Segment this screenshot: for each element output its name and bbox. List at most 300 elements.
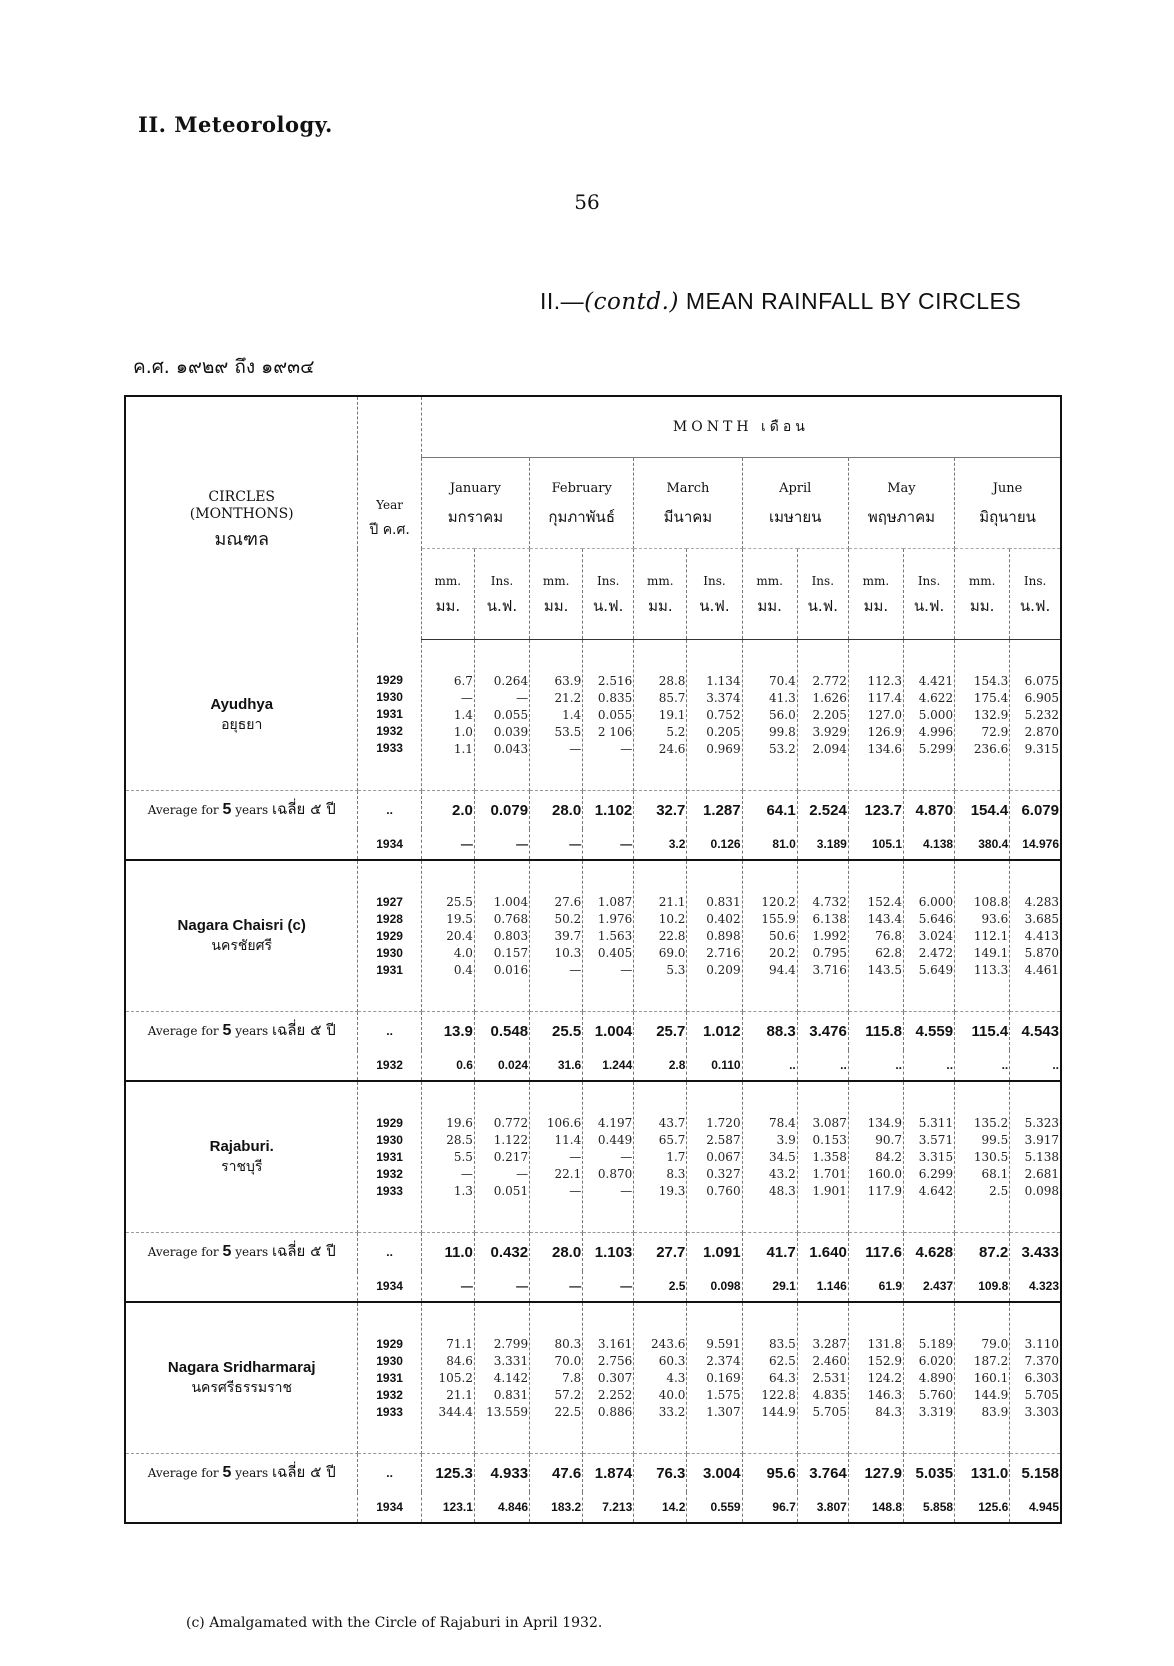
rain-value: 22.5: [554, 1404, 582, 1419]
latest-value: —: [474, 829, 529, 860]
rain-value: 53.5: [554, 724, 582, 739]
average-value: 2.0: [421, 791, 474, 830]
rain-value: 79.0: [981, 1336, 1009, 1351]
rain-value: 113.3: [973, 962, 1009, 977]
average-value: 131.0: [955, 1454, 1010, 1493]
value-column: [797, 640, 848, 791]
average-value: 76.3: [634, 1454, 687, 1493]
rain-value: 0.870: [597, 1166, 633, 1181]
rain-value: 5.5: [453, 1149, 473, 1164]
circle-data-row: [125, 860, 1061, 1012]
average-value: 32.7: [634, 791, 687, 830]
rain-value: 0.831: [706, 894, 741, 909]
value-column: [904, 1081, 955, 1233]
rain-value: 69.0: [658, 945, 686, 960]
month-name-th: มิถุนายน: [979, 508, 1036, 526]
value-column: [474, 1302, 529, 1454]
rain-value: —: [569, 1183, 582, 1198]
average-value: 88.3: [742, 1012, 797, 1051]
average-th: เฉลี่ย ๕ ปี: [271, 1021, 336, 1039]
average-row: [125, 791, 1061, 830]
rain-value: 126.9: [867, 724, 902, 739]
month-name-th: พฤษภาคม: [867, 508, 935, 526]
rain-value: 3.303: [1024, 1404, 1059, 1419]
rain-value: 4.413: [1024, 928, 1059, 943]
year-en: Year: [376, 498, 404, 513]
rain-value: 33.2: [658, 1404, 686, 1419]
circle-name-th: นครชัยศรี: [211, 938, 272, 954]
rain-value: 236.6: [973, 741, 1009, 756]
year-value: 1933: [376, 741, 403, 756]
month-name-en: January: [449, 481, 501, 496]
latest-value: 0.098: [687, 1271, 742, 1302]
latest-value: ..: [904, 1050, 955, 1081]
average-value: 5.035: [904, 1454, 955, 1493]
rain-value: 76.8: [875, 928, 902, 943]
latest-value: 3.807: [797, 1492, 848, 1523]
average-th: เฉลี่ย ๕ ปี: [271, 1242, 336, 1260]
average-value: 3.433: [1021, 1243, 1059, 1261]
rain-value: 0.803: [493, 928, 529, 943]
rain-value: 2.374: [706, 1353, 741, 1368]
average-years-number: 5: [222, 1022, 232, 1039]
unit-th: มม.: [543, 597, 569, 615]
rain-value: 3.9: [776, 1132, 796, 1147]
rain-value: 1.122: [493, 1132, 529, 1147]
average-value: 3.764: [797, 1454, 848, 1493]
average-mid: years: [235, 1024, 269, 1038]
rain-value: 160.1: [973, 1370, 1009, 1385]
rain-value: 93.6: [981, 911, 1009, 926]
value-column: [687, 1081, 742, 1233]
rainfall-table: [124, 395, 1062, 1524]
rain-value: 3.024: [918, 928, 954, 943]
circles-th: มณฑล: [214, 528, 269, 550]
circle-name: Nagara Sridharmaraj: [167, 1359, 316, 1376]
latest-value: —: [474, 1271, 529, 1302]
unit-en: Ins.: [1023, 574, 1047, 588]
unit-en: mm.: [756, 574, 783, 588]
rain-value: 28.5: [446, 1132, 473, 1147]
month-header: [742, 458, 848, 549]
average-value: 4.559: [904, 1012, 955, 1051]
rain-value: 117.9: [867, 1183, 902, 1198]
rain-value: 2.716: [706, 945, 741, 960]
rain-value: 6.138: [812, 911, 847, 926]
latest-value: 380.4: [955, 829, 1010, 860]
rain-value: 0.055: [597, 707, 633, 722]
rain-value: 0.760: [706, 1183, 741, 1198]
rain-value: 0.886: [597, 1404, 633, 1419]
latest-value: —: [530, 1271, 583, 1302]
rain-value: 2.772: [812, 673, 847, 688]
rain-value: 99.8: [769, 724, 796, 739]
latest-value: —: [421, 1271, 474, 1302]
rain-value: 2.516: [597, 673, 633, 688]
average-value: 4.543: [1021, 1022, 1059, 1040]
value-column: [904, 640, 955, 791]
average-years-number: 5: [222, 801, 232, 818]
value-column: [530, 860, 583, 1012]
latest-year: 1932: [358, 1050, 421, 1081]
unit-header-in: [687, 549, 742, 640]
circle-name-th: อยุธยา: [221, 716, 263, 733]
rain-value: —: [620, 741, 633, 756]
rain-value: —: [569, 962, 582, 977]
average-value: 0.079: [474, 791, 529, 830]
average-row: [125, 1454, 1061, 1493]
title-contd: (contd.): [584, 289, 679, 315]
value-column: [955, 1081, 1010, 1233]
month-header: [634, 458, 742, 549]
rain-value: 0.209: [706, 962, 741, 977]
year-value: 1930: [376, 690, 403, 705]
unit-header-mm: [848, 549, 903, 640]
rain-value: 2.205: [812, 707, 847, 722]
average-value: 0.432: [474, 1233, 529, 1272]
year-header: [358, 396, 421, 640]
value-column: [421, 860, 474, 1012]
unit-en: mm.: [968, 574, 996, 588]
rain-value: 1.307: [706, 1404, 741, 1419]
circle-data-row: [125, 1081, 1061, 1233]
latest-value: 96.7: [742, 1492, 797, 1523]
circle-name-cell: [125, 1302, 358, 1454]
value-column: [955, 1302, 1010, 1454]
value-column: [474, 640, 529, 791]
latest-value: ..: [1010, 1050, 1061, 1081]
rain-value: 6.075: [1024, 673, 1059, 688]
year-value: 1927: [376, 894, 403, 909]
unit-header-mm: [742, 549, 797, 640]
average-value: 87.2: [955, 1233, 1010, 1272]
rain-value: 0.795: [812, 945, 847, 960]
latest-value: 109.8: [955, 1271, 1010, 1302]
rain-value: 60.3: [658, 1353, 686, 1368]
latest-value: 0.6: [421, 1050, 474, 1081]
rain-value: 72.9: [981, 724, 1009, 739]
rain-value: 53.2: [769, 741, 796, 756]
rain-value: 152.9: [867, 1353, 902, 1368]
rain-value: 0.835: [597, 690, 633, 705]
value-column: [474, 860, 529, 1012]
rain-value: 68.1: [981, 1166, 1009, 1181]
average-value: 1.103: [583, 1233, 634, 1272]
month-header: [955, 458, 1061, 549]
unit-en: Ins.: [597, 574, 620, 588]
rain-value: 62.8: [875, 945, 902, 960]
rain-value: 135.2: [973, 1115, 1009, 1130]
rain-value: 19.3: [658, 1183, 686, 1198]
rain-value: 0.772: [493, 1115, 529, 1130]
rain-value: 24.6: [658, 741, 686, 756]
rain-value: 43.2: [769, 1166, 796, 1181]
value-column: [1010, 1081, 1061, 1233]
rain-value: —: [620, 962, 633, 977]
rain-value: 5.189: [918, 1336, 954, 1351]
rain-value: 21.2: [554, 690, 582, 705]
rain-value: 0.307: [597, 1370, 633, 1385]
rain-value: 20.4: [446, 928, 473, 943]
latest-value: —: [421, 829, 474, 860]
rain-value: 90.7: [875, 1132, 902, 1147]
rain-value: 22.8: [658, 928, 686, 943]
latest-year: 1934: [358, 1271, 421, 1302]
month-name-en: February: [551, 481, 612, 496]
rain-value: 344.4: [438, 1404, 473, 1419]
value-column: [742, 640, 797, 791]
rain-value: 152.4: [867, 894, 902, 909]
rain-value: 9.591: [706, 1336, 741, 1351]
rain-value: 2.870: [1024, 724, 1059, 739]
rain-value: 56.0: [769, 707, 796, 722]
value-column: [687, 1302, 742, 1454]
year-value: 1933: [376, 1404, 403, 1419]
rain-value: 3.331: [493, 1353, 529, 1368]
rain-value: 2.587: [706, 1132, 741, 1147]
rain-value: 1.701: [812, 1166, 847, 1181]
rain-value: 0.016: [493, 962, 529, 977]
table-title: [540, 288, 1021, 315]
rain-value: 57.2: [554, 1387, 582, 1402]
average-year-dots: ..: [358, 791, 421, 830]
average-value: 5.158: [1021, 1464, 1059, 1482]
rain-value: 1.992: [812, 928, 847, 943]
rain-value: 4.3: [666, 1370, 686, 1385]
rain-value: —: [620, 1149, 633, 1164]
rain-value: 0.205: [706, 724, 741, 739]
value-column: [634, 640, 687, 791]
rain-value: 5.299: [918, 741, 954, 756]
average-year-dots: ..: [358, 1012, 421, 1051]
circle-name: Ayudhya: [210, 695, 274, 713]
rain-value: 5.323: [1024, 1115, 1059, 1130]
latest-value: 105.1: [848, 829, 903, 860]
latest-value: 4.138: [904, 829, 955, 860]
unit-header-in: [1010, 549, 1061, 640]
unit-en: mm.: [434, 574, 462, 588]
rain-value: 2.460: [812, 1353, 847, 1368]
average-value: 1.091: [687, 1233, 742, 1272]
rain-value: 134.6: [867, 741, 902, 756]
rain-value: 34.5: [769, 1149, 796, 1164]
rain-value: 1.134: [706, 673, 741, 688]
value-column: [634, 1302, 687, 1454]
rain-value: 4.890: [918, 1370, 954, 1385]
rain-value: —: [460, 1166, 473, 1181]
unit-th: น.ฟ.: [913, 597, 945, 615]
rain-value: 1.3: [453, 1183, 473, 1198]
latest-value: 0.110: [687, 1050, 742, 1081]
title-text: MEAN RAINFALL BY CIRCLES: [685, 288, 1022, 314]
rain-value: 0.898: [706, 928, 741, 943]
rain-value: 0.405: [597, 945, 633, 960]
average-value: 4.628: [904, 1233, 955, 1272]
latest-value: —: [530, 829, 583, 860]
latest-value: 0.559: [687, 1492, 742, 1523]
month-header: [848, 458, 954, 549]
average-label: [125, 1233, 358, 1272]
rain-value: 94.4: [769, 962, 796, 977]
latest-value: 123.1: [421, 1492, 474, 1523]
rain-value: 143.4: [867, 911, 902, 926]
rain-value: 84.6: [446, 1353, 473, 1368]
latest-value: ..: [797, 1050, 848, 1081]
rain-value: 43.7: [658, 1115, 686, 1130]
rain-value: 3.161: [597, 1336, 633, 1351]
average-prefix: Average for: [147, 803, 219, 817]
unit-header-mm: [634, 549, 687, 640]
latest-value: 1.146: [797, 1271, 848, 1302]
latest-value: 4.945: [1010, 1492, 1061, 1523]
value-column: [687, 640, 742, 791]
value-column: [797, 1302, 848, 1454]
average-value: 1.004: [583, 1012, 634, 1051]
unit-header-mm: [421, 549, 474, 640]
month-caption: MONTH เดือน: [421, 396, 1061, 458]
circle-data-row: [125, 640, 1061, 791]
year-value: 1929: [376, 1336, 403, 1351]
average-value: 27.7: [634, 1233, 687, 1272]
rain-value: 124.2: [867, 1370, 902, 1385]
value-column: [530, 1302, 583, 1454]
rain-value: 3.917: [1024, 1132, 1059, 1147]
rain-value: 19.1: [658, 707, 686, 722]
rain-value: 2.681: [1024, 1166, 1059, 1181]
rain-value: 1.563: [597, 928, 633, 943]
value-column: [848, 1081, 903, 1233]
rain-value: 120.2: [761, 894, 796, 909]
average-row: [125, 1233, 1061, 1272]
rain-value: 28.8: [658, 673, 686, 688]
rain-value: 1.087: [597, 894, 633, 909]
rain-value: 6.303: [1024, 1370, 1059, 1385]
rain-value: 5.870: [1024, 945, 1059, 960]
average-value: 1.287: [687, 791, 742, 830]
average-mid: years: [235, 1466, 269, 1480]
rain-value: 5.760: [918, 1387, 954, 1402]
rain-value: 1.0: [453, 724, 473, 739]
average-value: 3.476: [797, 1012, 848, 1051]
rain-value: 5.705: [812, 1404, 847, 1419]
rain-value: 5.000: [918, 707, 954, 722]
latest-value: 14.2: [634, 1492, 687, 1523]
value-column: [797, 860, 848, 1012]
month-name-en: March: [666, 481, 710, 496]
rain-value: 1.358: [812, 1149, 847, 1164]
rain-value: 2 106: [597, 724, 633, 739]
circles-header: [125, 396, 358, 640]
unit-th: มม.: [863, 597, 889, 615]
average-value: 1.102: [583, 791, 634, 830]
average-value: 28.0: [530, 791, 583, 830]
year-value: 1929: [376, 1115, 403, 1130]
latest-value: 31.6: [530, 1050, 583, 1081]
rain-value: 3.315: [918, 1149, 954, 1164]
year-list: [358, 1081, 421, 1233]
rain-value: 108.8: [973, 894, 1009, 909]
rain-value: 0.098: [1024, 1183, 1059, 1198]
value-column: [530, 640, 583, 791]
rain-value: 2.756: [597, 1353, 633, 1368]
latest-year-row: [125, 1492, 1061, 1523]
rain-value: 1.4: [453, 707, 473, 722]
rain-value: 4.142: [493, 1370, 529, 1385]
average-years-number: 5: [222, 1464, 232, 1481]
rain-value: 154.3: [973, 673, 1009, 688]
month-name-th: มีนาคม: [663, 508, 713, 526]
average-th: เฉลี่ย ๕ ปี: [271, 800, 336, 818]
circle-data-row: [125, 1302, 1061, 1454]
year-th: ปี ค.ศ.: [369, 522, 410, 539]
unit-en: Ins.: [811, 574, 835, 588]
rain-value: 3.929: [812, 724, 847, 739]
rain-value: 2.799: [493, 1336, 529, 1351]
rain-value: 4.732: [812, 894, 847, 909]
value-column: [634, 1081, 687, 1233]
rain-value: —: [516, 690, 529, 705]
value-column: [583, 640, 634, 791]
unit-en: Ins.: [703, 574, 726, 588]
rain-value: 50.2: [554, 911, 582, 926]
section-heading: II. Meteorology.: [138, 112, 333, 137]
latest-year-row: [125, 1050, 1061, 1081]
average-year-dots: ..: [358, 1233, 421, 1272]
rain-value: 3.685: [1024, 911, 1059, 926]
rain-value: 0.449: [597, 1132, 633, 1147]
month-header: [530, 458, 634, 549]
rain-value: 0.067: [706, 1149, 741, 1164]
rain-value: 85.7: [658, 690, 686, 705]
rain-value: 80.3: [554, 1336, 582, 1351]
rain-value: 78.4: [769, 1115, 796, 1130]
value-column: [848, 860, 903, 1012]
circle-name-cell: [125, 860, 358, 1012]
month-name-en: May: [887, 481, 916, 496]
rain-value: 5.232: [1024, 707, 1059, 722]
rain-value: 112.1: [973, 928, 1009, 943]
year-value: 1932: [376, 1387, 403, 1402]
rain-value: 0.264: [493, 673, 529, 688]
rain-value: 0.051: [493, 1183, 529, 1198]
rain-value: 0.831: [493, 1387, 529, 1402]
rain-value: —: [569, 1149, 582, 1164]
latest-year-row: [125, 1271, 1061, 1302]
unit-header-in: [904, 549, 955, 640]
average-value: 115.4: [955, 1012, 1010, 1051]
month-name-th: มกราคม: [447, 508, 504, 526]
year-value: 1931: [376, 962, 403, 977]
rain-value: 122.8: [761, 1387, 796, 1402]
rain-value: 131.8: [867, 1336, 902, 1351]
rain-value: 5.649: [918, 962, 954, 977]
rain-value: 84.2: [875, 1149, 902, 1164]
rain-value: 1.626: [812, 690, 847, 705]
unit-en: Ins.: [490, 574, 514, 588]
latest-value: 14.976: [1010, 829, 1061, 860]
rain-value: 143.5: [867, 962, 902, 977]
rain-value: 0.153: [812, 1132, 847, 1147]
rain-value: 146.3: [867, 1387, 902, 1402]
page-number: 56: [574, 190, 600, 214]
year-value: 1931: [376, 707, 403, 722]
rain-value: 41.3: [769, 690, 796, 705]
circle-name-cell: [125, 640, 358, 791]
rain-value: 1.720: [706, 1115, 741, 1130]
rain-value: 144.9: [973, 1387, 1009, 1402]
rain-value: 5.3: [666, 962, 686, 977]
rain-value: 70.0: [554, 1353, 582, 1368]
